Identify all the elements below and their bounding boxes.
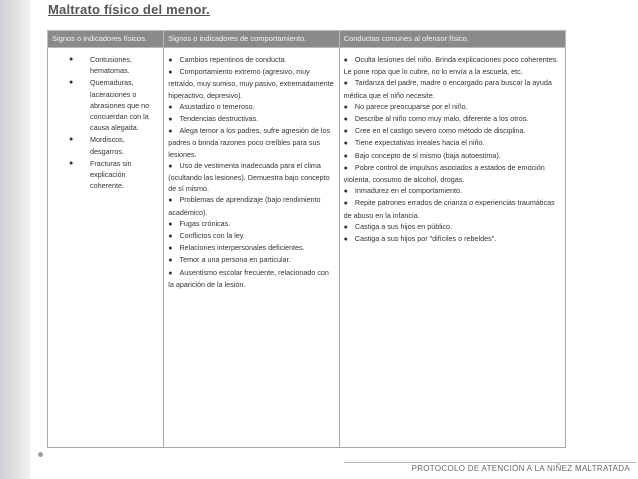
list-item — [168, 230, 334, 242]
list-item — [344, 125, 561, 137]
list-item — [52, 77, 159, 133]
list-item-text: Bajo concepto de sí mismo (baja autoestima). — [354, 150, 501, 160]
footer-text: PROTOCOLO DE ATENCIÓN A LA NIÑEZ MALTRATADA — [411, 464, 630, 473]
bullet-icon: ● — [168, 245, 173, 253]
list-item-text: Tardanza del padre, madre o encargado para buscar la ayuda médica que el niño necesite. — [343, 78, 552, 100]
list-item — [52, 54, 159, 76]
list-item-text: Oculta lesiones del niño. Brinda explicaciones poco coherentes. Le pone ropa que lo cubre, no lo envía a la escuela, etc. — [343, 55, 559, 77]
list-item-text: Inmadurez en el comportamiento. — [354, 186, 462, 196]
list-item — [344, 113, 561, 125]
bullet-icon: ● — [343, 80, 348, 88]
list-item — [344, 150, 561, 162]
physical-signs-cell — [48, 48, 164, 448]
list-item-text: Conflictos con la ley. — [179, 231, 245, 241]
footer-divider — [344, 462, 636, 463]
slide-sidebar — [0, 0, 30, 479]
bullet-icon: ● — [168, 116, 173, 124]
list-item-text: Asustadizo o temeroso. — [179, 101, 255, 111]
physical-signs-list — [52, 54, 159, 191]
list-item — [344, 233, 561, 245]
list-item-text: Tendencias destructivas. — [179, 114, 259, 124]
list-item — [344, 185, 561, 197]
list-item-text: No parece preocuparse por el niño. — [354, 101, 468, 111]
bullet-icon: ● — [168, 69, 173, 77]
bullet-icon: ● — [168, 257, 173, 265]
list-item — [168, 101, 334, 113]
list-item — [52, 134, 159, 156]
bullet-icon: ● — [168, 220, 173, 228]
list-item — [344, 77, 561, 100]
list-item-text: Cree en el castigo severo como método de disciplina. — [354, 126, 526, 136]
bullet-icon: ● — [168, 197, 173, 205]
list-item — [344, 197, 561, 220]
list-item — [344, 101, 561, 113]
list-item — [344, 162, 561, 185]
bullet-icon: ● — [168, 269, 173, 277]
page-title: Maltrato físico del menor. — [48, 2, 210, 17]
table-row — [48, 48, 566, 448]
bullet-icon: ● — [343, 152, 348, 160]
table-header-row — [48, 31, 566, 48]
bullet-icon: ● — [343, 128, 348, 136]
list-item — [344, 221, 561, 233]
list-item-text: Problemas de aprendizaje (bajo rendimiento académico). — [168, 195, 321, 217]
list-item — [344, 137, 561, 149]
bullet-icon: ● — [168, 233, 173, 241]
list-item-text: Castiga a sus hijos por "difíciles o rebeldes". — [354, 234, 497, 244]
list-item — [168, 160, 334, 195]
offender-behaviors-cell — [339, 48, 565, 448]
list-item-text: Describe al niño como muy malo, diferente a los otros. — [354, 114, 529, 124]
list-item-text: Contusiones, hematomas. — [90, 55, 132, 76]
list-item-text: Cambios repentinos de conducta. — [179, 55, 287, 64]
list-item-text: Comportamiento extremo (agresivo, muy retraído, muy sumiso, muy pasivo, extremadamente hiperactivo, depresivo). — [168, 67, 334, 100]
header-behavior-signs: Signos o indicadores de comportamiento. — [164, 31, 339, 48]
list-item-text: Pobre control de impulsos asociados a estados de emoción violenta, consumo de alcohol, drogas. — [343, 162, 545, 185]
header-offender-behaviors: Conductas comunes al ofensor físico. — [339, 31, 565, 48]
list-item — [168, 194, 334, 217]
list-item — [168, 125, 334, 160]
list-item — [168, 254, 334, 266]
indicators-table — [47, 30, 566, 448]
list-item — [52, 158, 159, 192]
list-item-text: Tiene expectativas irreales hacia el niño. — [354, 138, 485, 148]
bullet-icon: ● — [343, 188, 348, 196]
list-item-text: Alega temor a los padres, sufre agresión de los padres o brinda razones poco creíbles para sus lesiones. — [168, 126, 331, 159]
list-item-text: Relaciones interpersonales deficientes. — [179, 243, 305, 253]
bullet-icon: ● — [343, 200, 348, 208]
list-item — [168, 113, 334, 125]
bullet-icon: ● — [343, 140, 348, 148]
list-item — [168, 54, 334, 66]
list-item — [168, 66, 334, 101]
bullet-icon: ● — [343, 223, 348, 231]
list-item-text: Mordiscos, desgarros. — [90, 135, 125, 156]
behavior-signs-list — [168, 54, 334, 290]
header-physical-signs: Signos o indicadores físicos. — [48, 31, 164, 48]
behavior-signs-cell — [164, 48, 339, 448]
list-item-text: Fugas crónicas. — [179, 218, 231, 228]
offender-behaviors-list — [344, 54, 561, 245]
list-item-text: Fracturas sin explicación coherente. — [90, 158, 132, 191]
bullet-icon: ● — [343, 103, 348, 111]
list-item-text: Castiga a sus hijos en público. — [354, 221, 452, 231]
list-item — [168, 218, 334, 230]
list-item — [168, 267, 334, 290]
bullet-icon: ● — [343, 116, 348, 124]
bullet-icon: ● — [168, 103, 173, 111]
bullet-icon: ● — [168, 57, 173, 64]
bullet-icon: ● — [343, 236, 348, 244]
list-item-text: Quemaduras, laceraciones o abrasiones que no concuerdan con la causa alegada. — [90, 78, 150, 133]
list-item-text: Repite patrones errados de crianza o experiencias traumáticas de abuso en la infancia. — [343, 198, 555, 220]
list-item — [344, 54, 561, 77]
bullet-icon: ● — [343, 164, 348, 172]
bullet-icon: ● — [168, 162, 173, 170]
list-item-text: Uso de vestimenta inadecuada para el clima (ocultando las lesiones). Demuestra bajo concepto de sí mismo. — [168, 160, 330, 194]
bullet-icon: ● — [168, 128, 173, 136]
list-item-text: Ausentismo escolar frecuente, relacionado con la aparición de la lesión. — [168, 267, 329, 289]
bullet-icon: ● — [343, 57, 348, 64]
bullet-dot-decoration — [38, 452, 43, 457]
list-item — [168, 242, 334, 254]
list-item-text: Temor a una persona en particular. — [179, 255, 291, 265]
